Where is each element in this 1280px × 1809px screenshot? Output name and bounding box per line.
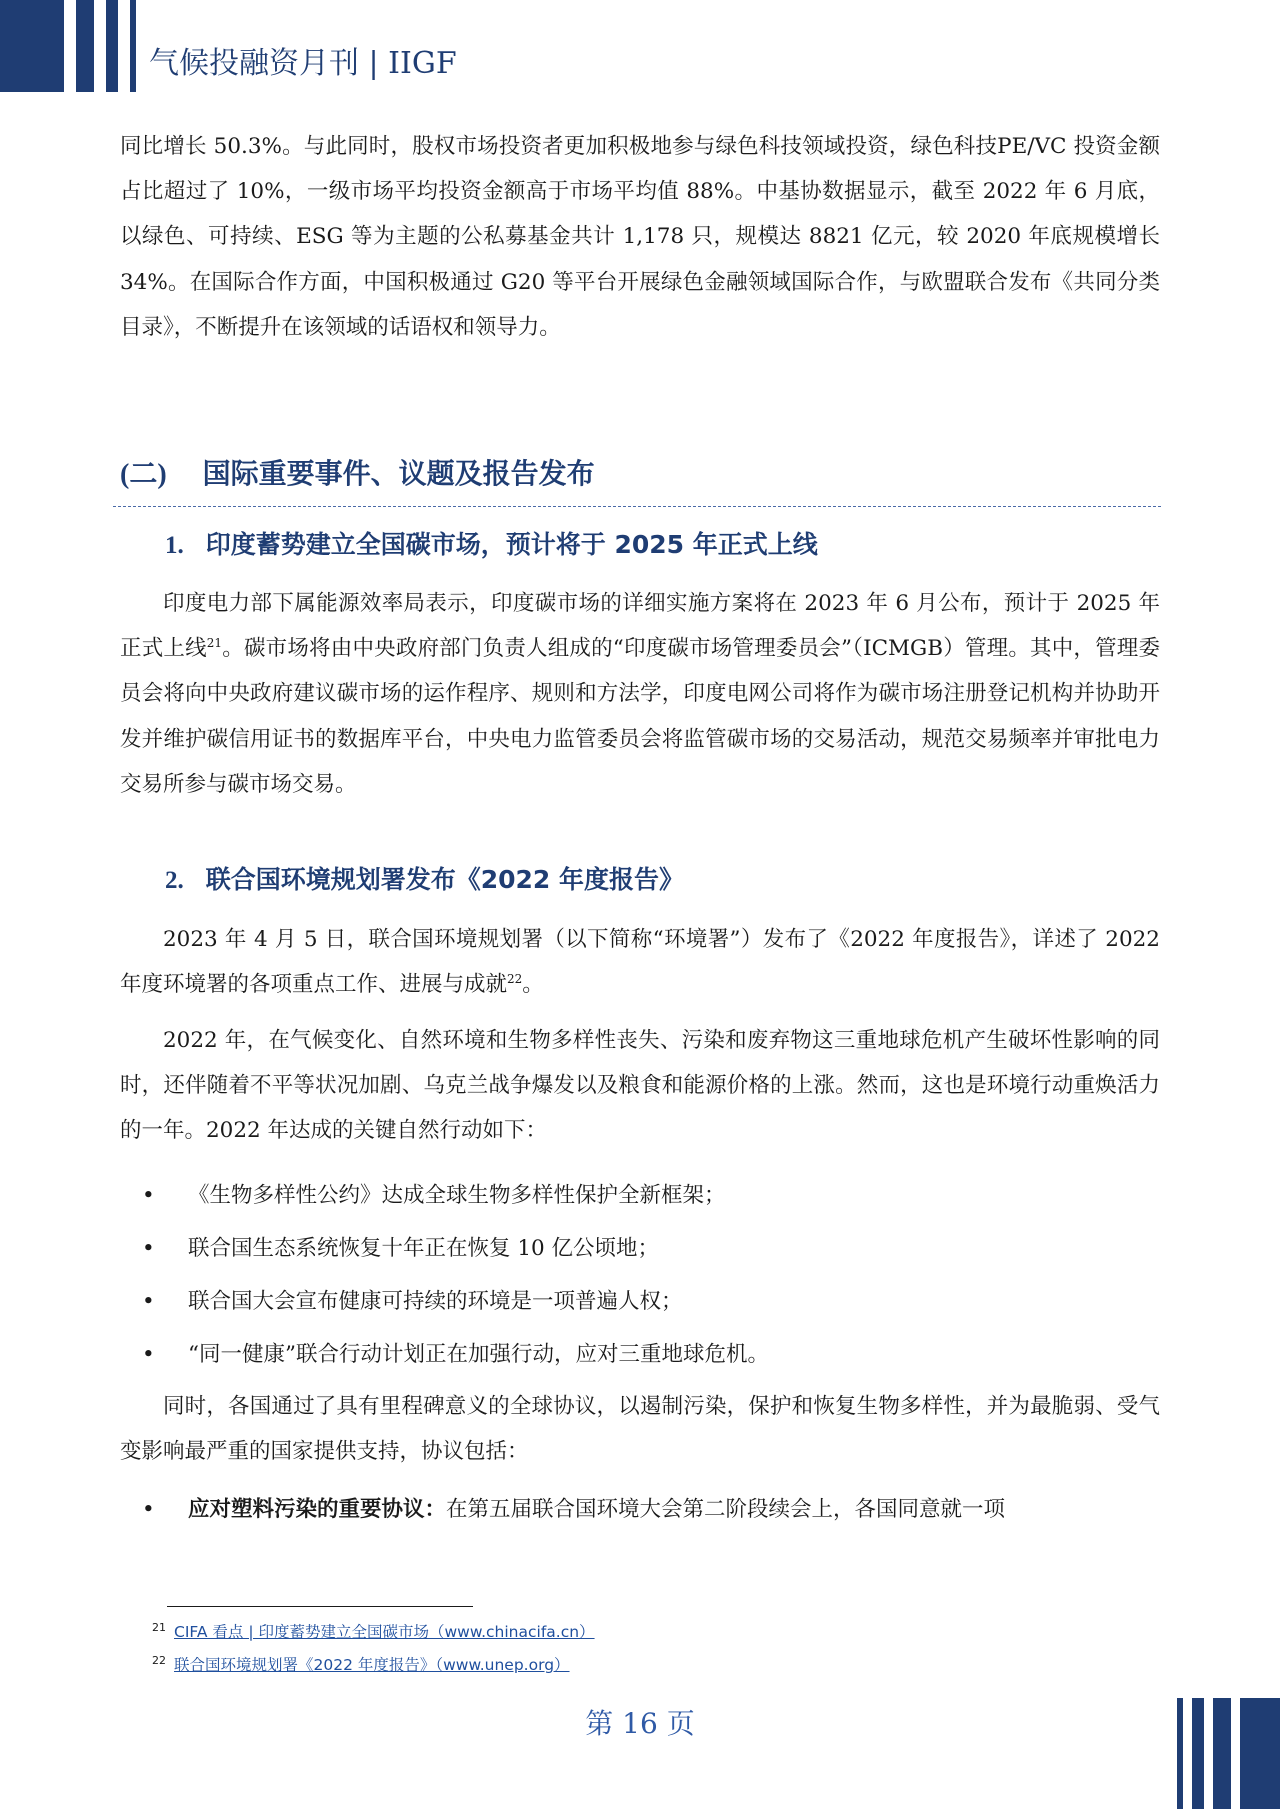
header-decoration — [0, 0, 136, 92]
bullet-text: 《生物多样性公约》达成全球生物多样性保护全新框架； — [188, 1183, 726, 1208]
section-number: (二) — [120, 459, 167, 490]
paragraph-text: 。碳市场将由中央政府部门负责人组成的“印度碳市场管理委员会”（ICMGB）管理。其中，管理委员会将向中央政府建议碳市场的运作程序、规则和方法学，印度电网公司将作为碳市场注册登记机构并协助开发并维护碳信用证书的数据库平台，中央电力监管委员会将监管碳市场的交易活动，规范交易频率并审批电力交易所参与碳市场交易。 — [120, 636, 1160, 797]
subsection-2-paragraph-2: 2022 年，在气候变化、自然环境和生物多样性丧失、污染和废弃物这三重地球危机产生破坏性影响的同时，还伴随着不平等状况加剧、乌克兰战争爆发以及粮食和能源价格的上涨。然而，这也是环境行动重焕活力的一年。2022 年达成的关键自然行动如下： — [120, 1028, 1160, 1144]
header-bar — [130, 0, 136, 92]
footnote-22 — [152, 1653, 570, 1675]
footnote-21 — [152, 1620, 595, 1642]
section-heading — [120, 452, 595, 492]
bullet-marker: • — [142, 1342, 155, 1367]
header-bar — [106, 0, 118, 92]
header-bar — [76, 0, 94, 92]
subsection-title: 联合国环境规划署发布《2022 年度报告》 — [205, 865, 685, 894]
bullet-marker: • — [142, 1497, 155, 1522]
subsection-title: 印度蓄势建立全国碳市场，预计将于 2025 年正式上线 — [205, 530, 818, 559]
bullet-text: 联合国大会宣布健康可持续的环境是一项普遍人权； — [188, 1289, 683, 1314]
section-divider — [113, 506, 1161, 507]
footnote-ref-21[interactable]: 21 — [206, 636, 223, 651]
subsection-number: 2. — [165, 867, 184, 894]
footnote-link[interactable]: 联合国环境规划署《2022 年度报告》（www.unep.org） — [174, 1656, 570, 1674]
bullet-text: “同一健康”联合行动计划正在加强行动，应对三重地球危机。 — [188, 1342, 769, 1367]
subsection-2-paragraph-3: 同时，各国通过了具有里程碑意义的全球协议，以遏制污染，保护和恢复生物多样性，并为最脆弱、受气变影响最严重的国家提供支持，协议包括： — [120, 1394, 1160, 1465]
footer-bar — [1177, 1698, 1183, 1809]
footnote-link[interactable]: CIFA 看点 | 印度蓄势建立全国碳市场（www.chinacifa.cn） — [174, 1623, 595, 1641]
footer-bar — [1192, 1698, 1204, 1809]
paragraph-text: 2023 年 4 月 5 日，联合国环境规划署（以下简称“环境署”）发布了《2022 年度报告》，详述了 2022 年度环境署的各项重点工作、进展与成就 — [120, 927, 1160, 998]
bullet-marker: • — [142, 1183, 155, 1208]
footnote-ref-22[interactable]: 22 — [507, 972, 523, 987]
footnote-number: 22 — [152, 1653, 166, 1667]
footnote-number: 21 — [152, 1620, 166, 1634]
footer-block — [1240, 1698, 1280, 1809]
bullet-body: 在第五届联合国环境大会第二阶段续会上，各国同意就一项 — [446, 1497, 1006, 1522]
bullet-bold-lead: 应对塑料污染的重要协议： — [188, 1497, 447, 1522]
intro-paragraph: 同比增长 50.3%。与此同时，股权市场投资者更加积极地参与绿色科技领域投资，绿色科技PE/VC 投资金额占比超过了 10%，一级市场平均投资金额高于市场平均值 88%。中基协数据显示，截至 2022 年 6 月底，以绿色、可持续、ESG 等为主题的公私募基金共计 1,178 只，规模达 8821 亿元，较 2020 年底规模增长 34%。在国际合作方面，中国积极通过 G20 等平台开展绿色金融领域国际合作，与欧盟联合发布《共同分类目录》，不断提升在该领域的话语权和领导力。 — [120, 134, 1160, 340]
page-number: 第 16 页 — [585, 1707, 695, 1740]
footer-decoration — [1177, 1698, 1280, 1809]
footer-bar — [1213, 1698, 1231, 1809]
footnote-separator — [167, 1606, 473, 1607]
subsection-heading-1 — [165, 525, 818, 561]
publication-title: 气候投融资月刊 | IIGF — [149, 46, 457, 81]
bullet-marker: • — [142, 1289, 155, 1314]
bullet-marker: • — [142, 1236, 155, 1261]
subsection-number: 1. — [165, 532, 184, 559]
paragraph-text: 印度电力部下属能源效率局表示，印度碳市场的详细实施方案将在 2023 年 6 月公布，预计于 2025 年正式上线 — [120, 591, 1160, 662]
bullet-text: 联合国生态系统恢复十年正在恢复 10 亿公顷地； — [188, 1236, 660, 1261]
header-block — [0, 0, 64, 92]
bullet-text — [188, 1487, 1005, 1532]
subsection-2-paragraph-1 — [120, 917, 1160, 1007]
subsection-1-paragraph — [120, 581, 1160, 807]
section-title: 国际重要事件、议题及报告发布 — [202, 457, 595, 490]
subsection-heading-2 — [165, 860, 684, 896]
paragraph-text: 。 — [522, 972, 544, 998]
